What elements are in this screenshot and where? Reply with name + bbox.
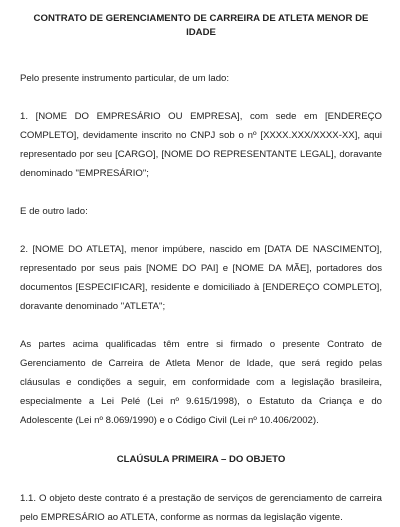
spacer — [20, 183, 382, 202]
party-two-paragraph: 2. [NOME DO ATLETA], menor impúbere, nascido em [DATA DE NASCIMENTO], representado por seus pais [NOME DO PAI] e [NOME DA MÃE], portadores dos documentos [ESPECIFICAR], residente e domiciliado à [ENDEREÇO COMPLETO], doravante denominado "ATLETA"; — [20, 244, 382, 312]
spacer — [20, 40, 382, 69]
document-title: CONTRATO DE GERENCIAMENTO DE CARREIRA DE ATLETA MENOR DE IDADE — [33, 13, 369, 38]
spacer — [20, 221, 382, 240]
agreement-paragraph: As partes acima qualificadas têm entre si firmado o presente Contrato de Gerenciamento de Carreira de Atleta Menor de Idade, que será regido pelas cláusulas e condições a seguir, em conformidade com a legislação brasileira, especialmente a Lei Pelé (Lei nº 9.615/1998), o Estatuto da Criança e do Adolescente (Lei nº 8.069/1990) e o Código Civil (Lei nº 10.406/2002). — [20, 339, 382, 426]
clause-one-item-1: 1.1. O objeto deste contrato é a prestação de serviços de gerenciamento de carreira pelo EMPRESÁRIO ao ATLETA, conforme as normas da legislação vigente. — [20, 493, 382, 523]
intro-paragraph: Pelo presente instrumento particular, de um lado: — [20, 73, 230, 84]
party-one-paragraph: 1. [NOME DO EMPRESÁRIO OU EMPRESA], com sede em [ENDEREÇO COMPLETO], devidamente inscrito no CNPJ sob o nº [XXXX.XXX/XXXX-XX], aqui representado por seu [CARGO], [NOME DO REPRESENTANTE LEGAL], doravante denominado "EMPRESÁRIO"; — [20, 111, 382, 179]
spacer — [20, 88, 382, 107]
spacer — [20, 316, 382, 335]
other-side-paragraph: E de outro lado: — [20, 206, 88, 217]
spacer — [20, 469, 382, 489]
clause-one-heading: CLAÚSULA PRIMEIRA – DO OBJETO — [116, 454, 286, 465]
spacer — [20, 430, 382, 450]
